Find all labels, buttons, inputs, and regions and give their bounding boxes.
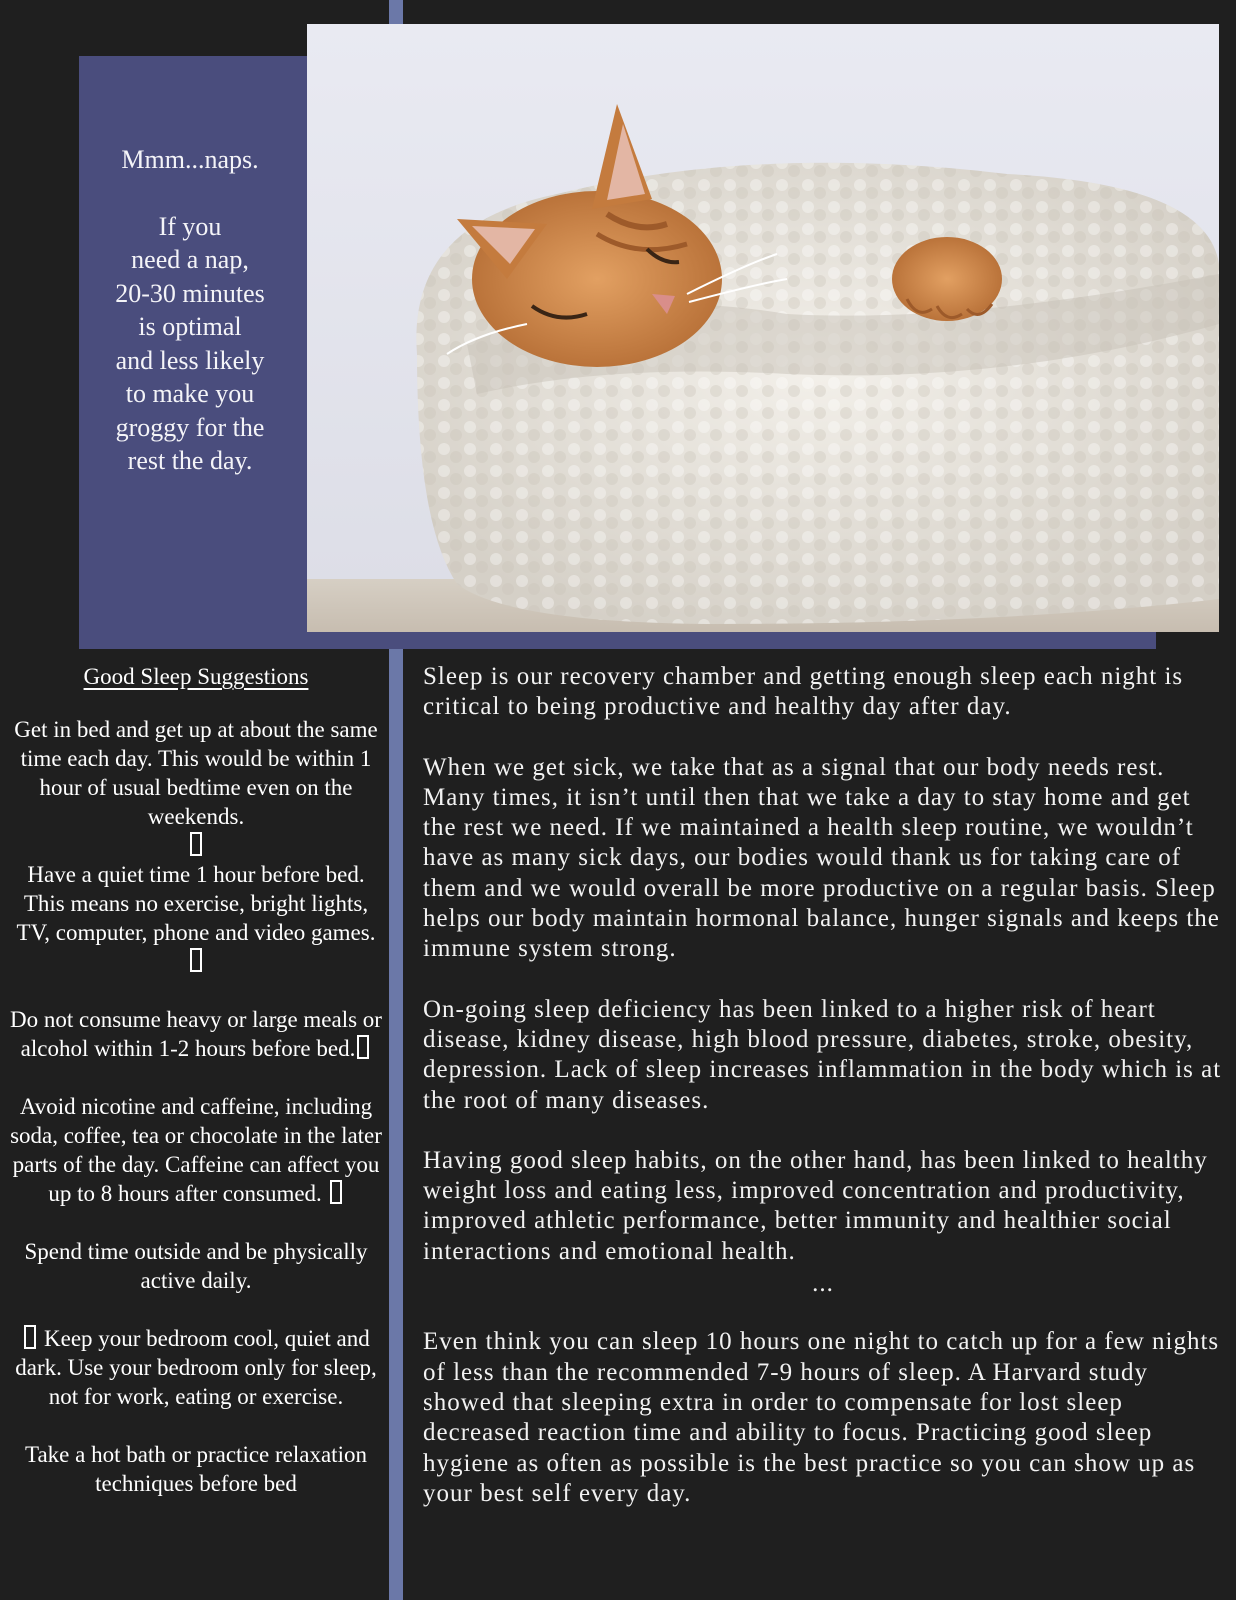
suggestion-item: Do not consume heavy or large meals or alcohol within 1-2 hours before bed. xyxy=(10,1007,382,1061)
sleep-suggestions xyxy=(10,662,382,1527)
nap-tip xyxy=(85,143,295,478)
suggestion-item: Keep your bedroom cool, quiet and dark. Use your bedroom only for sleep, not for work, eating or exercise. xyxy=(15,1326,377,1409)
bullet-icon xyxy=(190,832,202,856)
suggestion-item: Spend time outside and be physically active daily. xyxy=(24,1239,368,1293)
nap-tip-line: need a nap, xyxy=(131,245,249,274)
article-paragraph: Having good sleep habits, on the other hand, has been linked to healthy weight loss and eating less, improved concentration and productivity, improved athletic performance, better immunity and healthier social interactions and emotional health. xyxy=(423,1146,1208,1265)
suggestions-title: Good Sleep Suggestions xyxy=(83,664,309,689)
article-paragraph: Even think you can sleep 10 hours one night to catch up for a few nights of less than the recommended 7-9 hours of sleep. A Harvard study showed that sleeping extra in order to compensate for lost sleep decreased reaction time and ability to focus. Practicing good sleep hygiene as often as possible is the best practice so you can show up as your best self every day. xyxy=(423,1328,1220,1507)
article-paragraph: On-going sleep deficiency has been linked to a higher risk of heart disease, kidney disease, high blood pressure, diabetes, stroke, obesity, depression. Lack of sleep increases inflammation in the body which is at the root of many diseases. xyxy=(423,995,1222,1114)
article-paragraph: Sleep is our recovery chamber and getting enough sleep each night is critical to being productive and healthy day after day. xyxy=(423,663,1184,721)
suggestion-item: Get in bed and get up at about the same time each day. This would be within 1 hour of usual bedtime even on the weekends. xyxy=(10,715,382,860)
bullet-icon xyxy=(357,1035,369,1059)
nap-tip-heading: Mmm...naps. xyxy=(121,145,259,174)
nap-tip-line: rest the day. xyxy=(127,446,253,475)
cat-illustration xyxy=(307,24,1219,632)
bullet-icon xyxy=(24,1325,36,1349)
article-paragraph: When we get sick, we take that as a signal that our body needs rest. Many times, it isn’t until then that we take a day to stay home and get the rest we need. If we maintained a health sleep routine, we wouldn’t have as many sick days, our bodies would thank us for taking care of them and we would overall be more productive on a regular basis. Sleep helps our body maintain hormonal balance, hunger signals and keeps the immune system strong. xyxy=(423,753,1220,963)
bullet-icon xyxy=(190,948,202,972)
suggestion-item: Take a hot bath or practice relaxation techniques before bed xyxy=(25,1442,367,1496)
bullet-icon xyxy=(330,1180,342,1204)
nap-tip-line: If you xyxy=(158,211,222,241)
suggestion-item: Avoid nicotine and caffeine, including soda, coffee, tea or chocolate in the later parts of the day. Caffeine can affect you up to 8 hours after consumed. xyxy=(10,1094,382,1206)
nap-tip-line: groggy for the xyxy=(115,412,265,442)
suggestion-item: Have a quiet time 1 hour before bed. This means no exercise, bright lights, TV, computer, phone and video games. xyxy=(10,860,382,976)
article-body xyxy=(423,662,1223,1539)
nap-tip-line: to make you xyxy=(125,379,255,408)
nap-tip-line: 20-30 minutes xyxy=(115,278,265,308)
nap-tip-line: is optimal xyxy=(138,312,242,341)
sleeping-cat-photo xyxy=(307,24,1219,632)
section-separator: ... xyxy=(812,1270,834,1298)
nap-tip-line: and less likely xyxy=(115,345,265,375)
